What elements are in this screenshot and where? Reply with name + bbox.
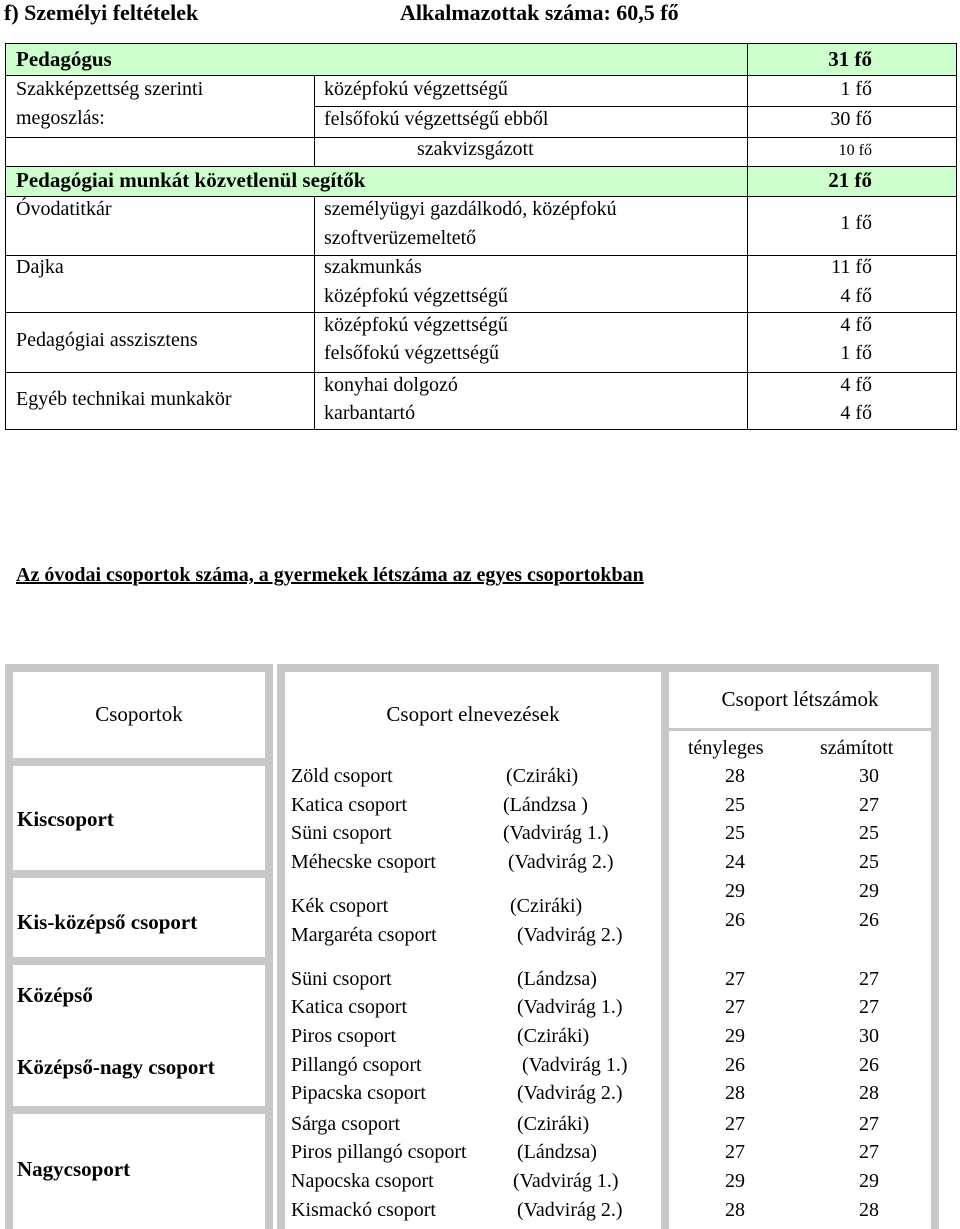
- group-actual-count: 26: [725, 909, 745, 931]
- group-name: Katica csoport: [291, 996, 408, 1018]
- group-calculated-count: 29: [859, 880, 879, 902]
- category-kozepso-nagy: Középső-nagy csoport: [17, 1055, 215, 1079]
- group-calculated-count: 26: [859, 909, 879, 931]
- category-kis-kozepso: Kis-középső csoport: [17, 910, 198, 934]
- header-csoportok: Csoportok: [95, 702, 183, 726]
- count-dajka-2: 4 fő: [840, 285, 872, 307]
- group-location: (Vadvirág 1.): [517, 996, 623, 1018]
- desc-asszisztens-1: középfokú végzettségű: [324, 314, 508, 336]
- row-label-egyeb: Egyéb technikai munkakör: [16, 388, 232, 410]
- group-name: Méhecske csoport: [291, 851, 436, 873]
- label-megoszlas: megoszlás:: [16, 107, 105, 129]
- group-calculated-count: 27: [859, 996, 879, 1018]
- group-location: (Vadvirág 2.): [517, 1199, 623, 1221]
- desc-kozepfoku: középfokú végzettségű: [324, 78, 508, 100]
- group-location: (Lándzsa): [517, 1141, 597, 1163]
- group-location: (Vadvirág 1.): [522, 1054, 628, 1076]
- group-name: Sárga csoport: [291, 1113, 401, 1135]
- group-name: Piros pillangó csoport: [291, 1141, 467, 1163]
- desc-ovodatitkar-2: szoftverüzemeltető: [324, 227, 477, 249]
- count-asszisztens-2: 1 fő: [840, 342, 872, 364]
- group-actual-count: 29: [725, 1170, 745, 1192]
- header-letszamok: Csoport létszámok: [721, 687, 879, 711]
- group-name: Pipacska csoport: [291, 1082, 426, 1104]
- group-calculated-count: 26: [859, 1054, 879, 1076]
- group-name: Zöld csoport: [291, 765, 393, 787]
- count-egyeb-2: 4 fő: [840, 402, 872, 424]
- desc-szakvizsga: szakvizsgázott: [417, 138, 534, 160]
- row-label-asszisztens: Pedagógiai asszisztens: [16, 329, 198, 351]
- desc-asszisztens-2: felsőfokú végzettségű: [324, 342, 499, 364]
- header-elnevezesek: Csoport elnevezések: [386, 702, 560, 726]
- group-actual-count: 27: [725, 996, 745, 1018]
- section-heading: f) Személyi feltételek: [4, 0, 199, 25]
- count-felsofoku: 30 fő: [830, 108, 872, 130]
- group-location: (Vadvirág 2.): [517, 1082, 623, 1104]
- group-actual-count: 28: [725, 1199, 745, 1221]
- group-actual-count: 29: [725, 880, 745, 902]
- group-name: Kismackó csoport: [291, 1199, 436, 1221]
- group-calculated-count: 27: [859, 1141, 879, 1163]
- group-location: (Vadvirág 2.): [517, 924, 623, 946]
- count-kozepfoku: 1 fő: [840, 78, 872, 100]
- group-actual-count: 25: [725, 822, 745, 844]
- employee-count: Alkalmazottak száma: 60,5 fő: [400, 0, 679, 25]
- group-location: (Cziráki): [510, 895, 583, 917]
- count-ovodatitkar: 1 fő: [840, 212, 872, 234]
- count-asszisztens-1: 4 fő: [840, 314, 872, 336]
- group-actual-count: 24: [725, 851, 745, 873]
- desc-dajka-1: szakmunkás: [324, 256, 422, 278]
- group-name: Piros csoport: [291, 1025, 396, 1047]
- group-location: (Cziráki): [517, 1113, 590, 1135]
- row-label-pedagogus: Pedagógus: [16, 47, 112, 71]
- group-name: Süni csoport: [291, 968, 392, 990]
- group-location: (Lándzsa): [517, 968, 597, 990]
- group-name: Margaréta csoport: [291, 924, 437, 946]
- label-szakkepzettseg: Szakképzettség szerinti: [16, 78, 204, 100]
- category-kiscsoport: Kiscsoport: [17, 807, 114, 831]
- header-tenyleges: tényleges: [688, 737, 764, 759]
- group-location: (Cziráki): [506, 765, 579, 787]
- group-calculated-count: 25: [859, 851, 879, 873]
- group-name: Napocska csoport: [291, 1170, 434, 1192]
- group-location: (Vadvirág 2.): [508, 851, 614, 873]
- row-label-dajka: Dajka: [16, 256, 64, 278]
- group-name: Kék csoport: [291, 895, 389, 917]
- group-calculated-count: 27: [859, 968, 879, 990]
- row-label-segitok: Pedagógiai munkát közvetlenül segítők: [16, 168, 366, 192]
- group-name: Katica csoport: [291, 794, 408, 816]
- header-szamitott: számított: [820, 737, 894, 759]
- group-calculated-count: 29: [859, 1170, 879, 1192]
- group-actual-count: 29: [725, 1025, 745, 1047]
- groups-section-title: Az óvodai csoportok száma, a gyermekek létszáma az egyes csoportokban: [16, 564, 644, 586]
- group-actual-count: 27: [725, 968, 745, 990]
- count-pedagogus: 31 fő: [828, 47, 872, 71]
- group-name: Pillangó csoport: [291, 1054, 422, 1076]
- desc-felsofoku: felsőfokú végzettségű ebből: [324, 108, 549, 130]
- group-calculated-count: 28: [859, 1199, 879, 1221]
- category-kozepso: Középső: [17, 983, 93, 1007]
- group-location: (Cziráki): [517, 1025, 590, 1047]
- group-actual-count: 27: [725, 1113, 745, 1135]
- group-actual-count: 26: [725, 1054, 745, 1076]
- count-egyeb-1: 4 fő: [840, 374, 872, 396]
- row-label-ovodatitkar: Óvodatitkár: [16, 198, 112, 220]
- group-calculated-count: 27: [859, 1113, 879, 1135]
- desc-ovodatitkar-1: személyügyi gazdálkodó, középfokú: [324, 198, 617, 220]
- group-location: (Vadvirág 1.): [513, 1170, 619, 1192]
- group-calculated-count: 25: [859, 822, 879, 844]
- count-segitok: 21 fő: [828, 168, 872, 192]
- group-calculated-count: 27: [859, 794, 879, 816]
- count-szakvizsga: 10 fő: [838, 142, 872, 159]
- group-actual-count: 27: [725, 1141, 745, 1163]
- group-calculated-count: 30: [859, 765, 879, 787]
- group-calculated-count: 30: [859, 1025, 879, 1047]
- group-name: Süni csoport: [291, 822, 392, 844]
- desc-egyeb-2: karbantartó: [324, 402, 416, 424]
- count-dajka-1: 11 fő: [831, 256, 872, 278]
- category-nagycsoport: Nagycsoport: [17, 1157, 131, 1181]
- group-actual-count: 28: [725, 1082, 745, 1104]
- group-calculated-count: 28: [859, 1082, 879, 1104]
- desc-dajka-2: középfokú végzettségű: [324, 285, 508, 307]
- group-location: (Lándzsa ): [503, 794, 588, 816]
- group-location: (Vadvirág 1.): [503, 822, 609, 844]
- group-actual-count: 25: [725, 794, 745, 816]
- desc-egyeb-1: konyhai dolgozó: [324, 374, 458, 396]
- group-actual-count: 28: [725, 765, 745, 787]
